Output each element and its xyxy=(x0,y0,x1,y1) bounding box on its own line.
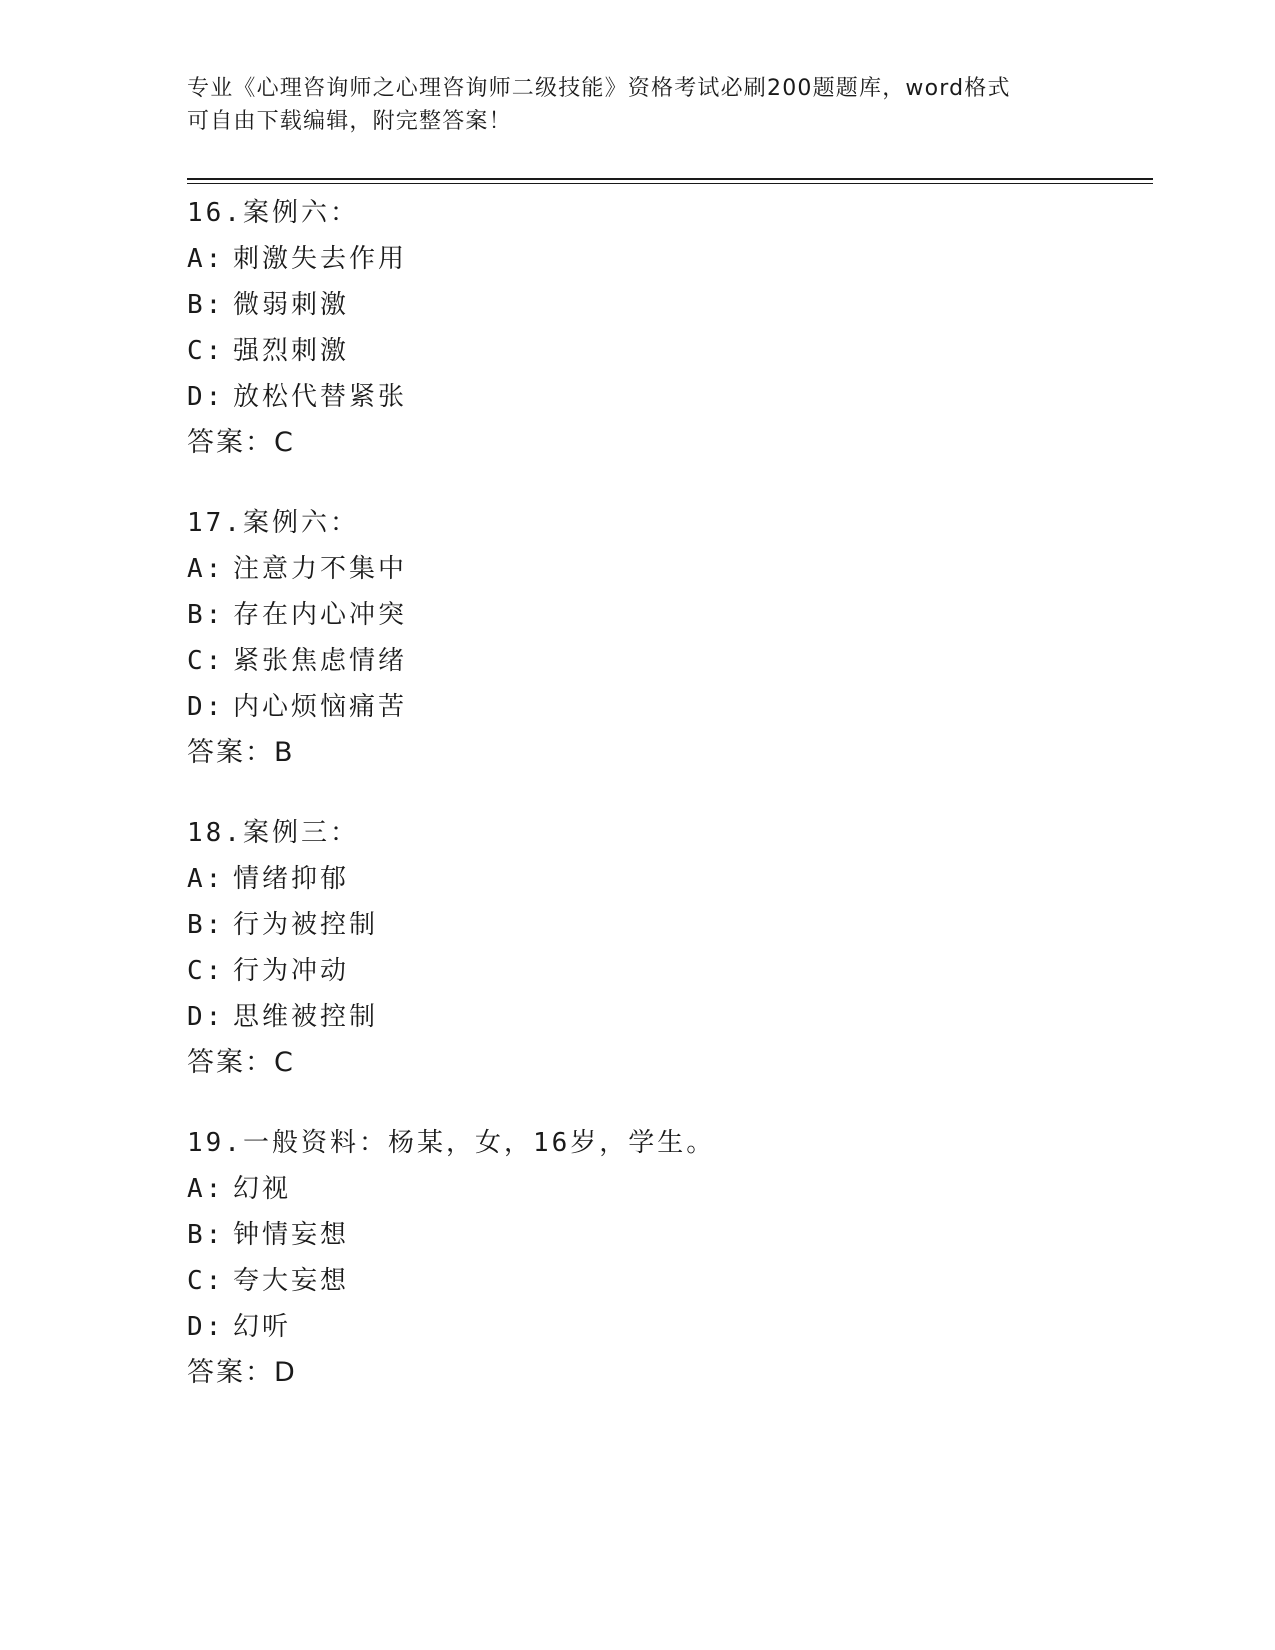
option-text: 行为冲动 xyxy=(233,956,350,986)
option-label: D: xyxy=(187,382,225,412)
option-text: 紧张焦虑情绪 xyxy=(233,646,408,676)
option-c xyxy=(187,328,1147,374)
option-label: C: xyxy=(187,646,225,676)
question-16 xyxy=(187,190,1147,466)
option-text: 思维被控制 xyxy=(233,1002,379,1032)
answer: 答案：C xyxy=(187,1047,295,1078)
option-b xyxy=(187,902,1147,948)
header-divider-thin xyxy=(187,183,1153,184)
option-label: C: xyxy=(187,956,225,986)
header-line-2: 可自由下载编辑，附完整答案！ xyxy=(187,109,512,134)
option-c xyxy=(187,1258,1147,1304)
option-label: D: xyxy=(187,1312,225,1342)
answer: 答案：B xyxy=(187,737,295,768)
option-label: B: xyxy=(187,1220,225,1250)
option-a xyxy=(187,856,1147,902)
option-a xyxy=(187,1166,1147,1212)
question-17 xyxy=(187,500,1147,776)
question-18 xyxy=(187,810,1147,1086)
header-line-1: 专业《心理咨询师之心理咨询师二级技能》资格考试必刷200题题库，word格式 xyxy=(187,76,1011,101)
option-d xyxy=(187,994,1147,1040)
option-b xyxy=(187,1212,1147,1258)
option-label: C: xyxy=(187,1266,225,1296)
option-d xyxy=(187,1304,1147,1350)
option-text: 刺激失去作用 xyxy=(233,244,408,274)
question-stem: 18.案例三： xyxy=(187,818,359,848)
option-b xyxy=(187,592,1147,638)
option-label: D: xyxy=(187,1002,225,1032)
answer: 答案：D xyxy=(187,1357,297,1388)
option-b xyxy=(187,282,1147,328)
question-stem: 16.案例六： xyxy=(187,198,359,228)
option-label: B: xyxy=(187,290,225,320)
option-text: 行为被控制 xyxy=(233,910,379,940)
option-text: 放松代替紧张 xyxy=(233,382,408,412)
option-text: 注意力不集中 xyxy=(233,554,408,584)
option-c xyxy=(187,638,1147,684)
option-label: A: xyxy=(187,244,225,274)
question-19 xyxy=(187,1120,1147,1396)
option-a xyxy=(187,236,1147,282)
option-label: A: xyxy=(187,1174,225,1204)
question-stem: 17.案例六： xyxy=(187,508,359,538)
option-label: A: xyxy=(187,554,225,584)
question-list xyxy=(187,190,1147,1430)
option-label: C: xyxy=(187,336,225,366)
option-text: 微弱刺激 xyxy=(233,290,350,320)
option-text: 幻视 xyxy=(233,1174,292,1204)
option-text: 夸大妄想 xyxy=(233,1266,350,1296)
document-header xyxy=(187,72,1087,138)
option-text: 幻听 xyxy=(233,1312,292,1342)
answer: 答案：C xyxy=(187,427,295,458)
option-text: 存在内心冲突 xyxy=(233,600,408,630)
option-label: A: xyxy=(187,864,225,894)
option-d xyxy=(187,374,1147,420)
option-label: B: xyxy=(187,600,225,630)
option-text: 内心烦恼痛苦 xyxy=(233,692,408,722)
option-label: B: xyxy=(187,910,225,940)
header-divider-thick xyxy=(187,178,1153,180)
option-c xyxy=(187,948,1147,994)
option-a xyxy=(187,546,1147,592)
option-d xyxy=(187,684,1147,730)
option-label: D: xyxy=(187,692,225,722)
question-stem: 19.一般资料：杨某，女，16岁，学生。 xyxy=(187,1128,716,1158)
option-text: 情绪抑郁 xyxy=(233,864,350,894)
option-text: 强烈刺激 xyxy=(233,336,350,366)
option-text: 钟情妄想 xyxy=(233,1220,350,1250)
